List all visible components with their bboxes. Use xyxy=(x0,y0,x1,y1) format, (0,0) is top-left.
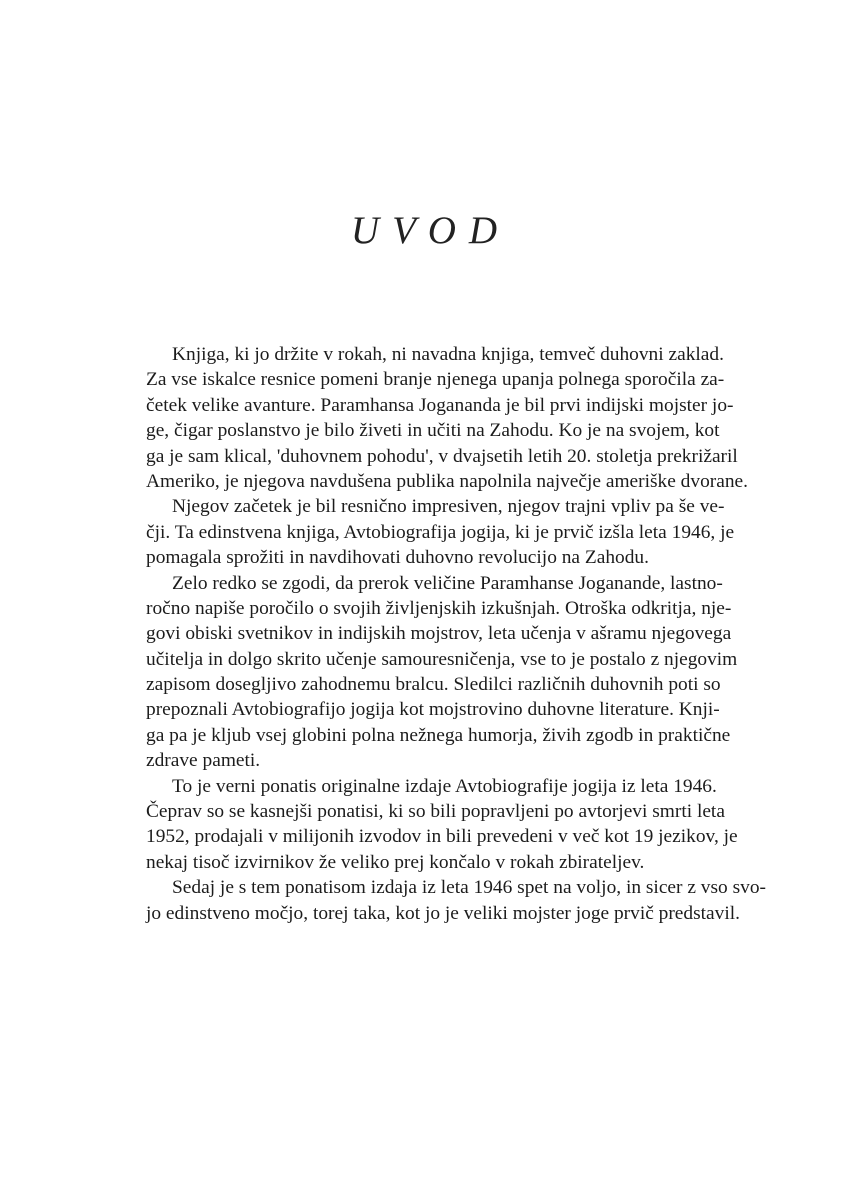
text-line: ge, čigar poslanstvo je bilo živeti in učiti na Zahodu. Ko je na svojem, kot xyxy=(146,420,720,442)
paragraph-1 xyxy=(146,342,748,494)
text-line: ga je sam klical, 'duhovnem pohodu', v dvajsetih letih 20. stoletja prekrižaril xyxy=(146,445,738,467)
paragraph-5 xyxy=(146,875,766,926)
text-line: učitelja in dolgo skrito učenje samouresničenja, vse to je postalo z njegovim xyxy=(146,648,738,670)
paragraph-3 xyxy=(146,571,738,774)
text-line: pomagala sprožiti in navdihovati duhovno revolucijo na Zahodu. xyxy=(146,547,649,569)
text-line: To je verni ponatis originalne izdaje Avtobiografije jogija iz leta 1946. xyxy=(172,775,717,797)
text-line: jo edinstveno močjo, torej taka, kot jo je veliki mojster joge prvič predstavil. xyxy=(146,902,740,924)
text-line: govi obiski svetnikov in indijskih mojstrov, leta učenja v ašramu njegovega xyxy=(146,623,732,645)
text-line: četek velike avanture. Paramhansa Joganandа je bil prvi indijski mojster jo- xyxy=(146,394,734,416)
chapter-title: UVOD xyxy=(350,209,511,252)
text-line: Njegov začetek je bil resnično impresiven, njegov trajni vpliv pa še ve- xyxy=(172,496,725,518)
text-line: čji. Ta edinstvena knjiga, Avtobiografija jogija, ki je prvič izšla leta 1946, je xyxy=(146,521,735,543)
text-line: Ameriko, je njegova navdušena publika napolnila največje ameriške dvorane. xyxy=(146,470,748,492)
text-line: zapisom dosegljivo zahodnemu bralcu. Sledilci različnih duhovnih poti so xyxy=(146,674,721,696)
paragraph-2 xyxy=(146,494,735,570)
text-line: prepoznali Avtobiografijo jogija kot mojstrovino duhovne literature. Knji- xyxy=(146,699,720,721)
text-line: Knjiga, ki jo držite v rokah, ni navadna knjiga, temveč duhovni zaklad. xyxy=(172,344,724,365)
text-line: zdrave pameti. xyxy=(146,750,261,772)
text-line: Čeprav so se kasnejši ponatisi, ki so bili popravljeni po avtorjevi smrti leta xyxy=(146,801,725,823)
chapter-body xyxy=(146,342,766,926)
text-line: ročno napiše poročilo o svojih življenjskih izkušnjah. Otroška odkritja, nje- xyxy=(146,597,732,619)
text-line: nekaj tisoč izvirnikov že veliko prej končalo v rokah zbirateljev. xyxy=(146,851,645,873)
paragraph-4 xyxy=(146,774,738,876)
text-line: Sedaj je s tem ponatisom izdaja iz leta 1946 spet na voljo, in sicer z vso svo- xyxy=(172,877,766,899)
text-line: Zelo redko se zgodi, da prerok veličine Paramhanse Joganande, lastno- xyxy=(172,572,723,594)
text-line: Za vse iskalce resnice pomeni branje njenega upanja polnega sporočila za- xyxy=(146,369,725,391)
text-line: ga pa je kljub vsej globini polna nežnega humorja, živih zgodb in praktične xyxy=(146,724,731,746)
text-line: 1952, prodajali v milijonih izvodov in bili prevedeni v več kot 19 jezikov, je xyxy=(146,826,738,848)
